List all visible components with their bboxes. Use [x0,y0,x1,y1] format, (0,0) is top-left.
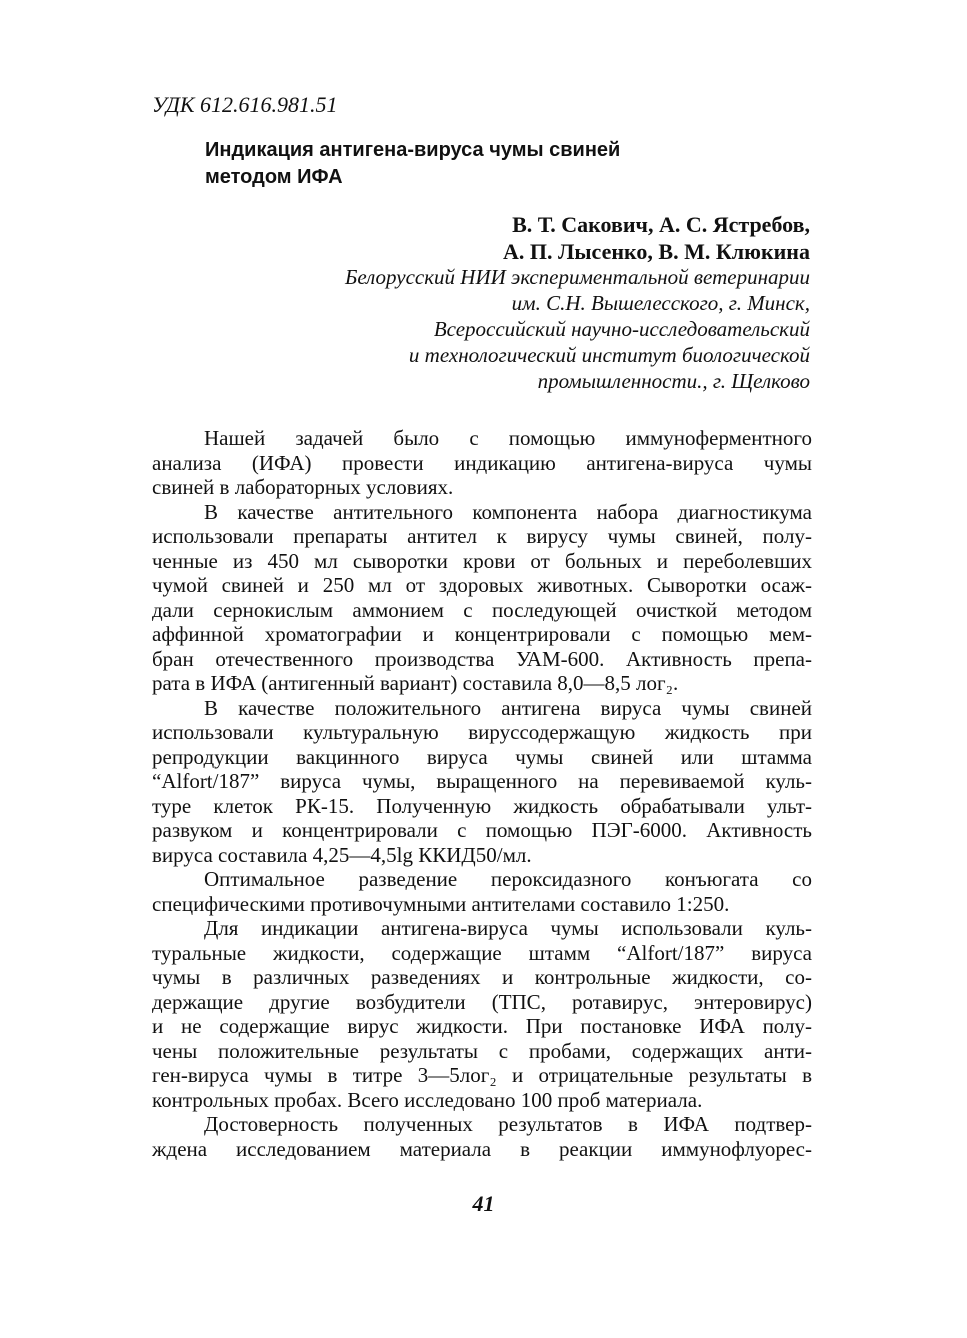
affiliation-line: Всероссийский научно-исследовательский [433,317,810,341]
body-line: контрольных пробах. Всего исследовано 100 проб материала. [152,1087,703,1112]
body-line: Оптимальное разведение пероксидазного конъюгата со [204,867,812,891]
body-line: анализа (ИФА) провести индикацию антигена-вируса чумы [152,450,812,475]
body-line: чумой свиней и 250 мл от здоровых животных. Сыворотки осаж- [152,573,812,597]
body-line: “Alfort/187” вируса чумы, выращенного на перевиваемой куль- [152,769,812,793]
body-line: В качестве положительного антигена вируса чумы свиней [204,695,812,720]
body-line: Для индикации антигена-вируса чумы использовали куль- [204,916,812,940]
affiliation-line: промышленности., г. Щелково [537,369,810,393]
affiliation-line: и технологический институт биологической [408,343,810,367]
body-line: использовали препараты антител к вирусу чумы свиней, полу- [152,524,812,548]
body-paragraph [152,500,812,696]
body-line: чумы в различных разведениях и контрольные жидкости, со- [152,965,812,989]
body-line: чены положительные результаты с пробами, содержащих анти- [152,1038,812,1063]
body-line: репродукции вакцинного вируса чумы свиней или штамма [152,744,812,769]
body-line: ген-вируса чумы в титре 3—5лог₂ и отрицательные результаты в [152,1063,812,1087]
affiliation-line: Белорусский НИИ экспериментальной ветеринарии [344,265,810,289]
author-list [200,211,810,265]
body-paragraph [152,867,812,916]
affiliation-line: им. С.Н. Вышелесского, г. Минск, [511,291,810,315]
author-line: В. Т. Сакович, А. С. Ястребов, [512,212,810,237]
body-line: держащие другие возбудители (ТПС, ротавирус, энтеровирус) [152,989,812,1014]
body-line: туре клеток РК-15. Полученную жидкость обрабатывали ульт- [152,793,812,818]
body-line: рата в ИФА (антигенный вариант) составила 8,0—8,5 лог₂. [152,671,679,695]
body-line: использовали культуральную вируссодержащую жидкость при [152,720,812,744]
article-title [205,137,765,191]
body-line: аффинной хроматографии и концентрировали с помощью мем- [152,622,812,646]
udc-code: УДК 612.616.981.51 [152,92,338,117]
body-line: ченные из 450 мл сыворотки крови от больных и переболевших [152,548,812,573]
body-paragraph [152,1112,812,1161]
article-title-line: методом ИФА [205,166,343,188]
body-line: Достоверность полученных результатов в ИФА подтвер- [204,1112,812,1136]
body-line: вируса составила 4,25—4,5lg ККИД50/мл. [152,842,532,867]
body-line: В качестве антительного компонента набора диагностикума [204,499,812,524]
article-body [152,426,812,1161]
body-line: и не содержащие вирус жидкости. При постановке ИФА полу- [152,1014,812,1038]
author-line: А. П. Лысенко, В. М. Клюкина [502,239,810,264]
body-line: Нашей задачей было с помощью иммуноферментного [204,426,812,450]
affiliation-block [200,264,810,394]
body-line: бран отечественного производства УАМ-600. Активность препа- [152,646,812,671]
page-number: 41 [472,1191,495,1216]
body-line: свиней в лабораторных условиях. [152,475,454,499]
article-title-line: Индикация антигена-вируса чумы свиней [205,139,621,161]
body-paragraph [152,916,812,1112]
body-paragraph [152,696,812,868]
body-line: ждена исследованием материала в реакции иммунофлуорес- [152,1136,812,1161]
body-line: развуком и концентрировали с помощью ПЭГ-6000. Активность [152,818,812,842]
body-line: туральные жидкости, содержащие штамм “Alfort/187” вируса [152,940,812,965]
body-line: специфическими противочумными антителами составило 1:250. [152,891,730,916]
body-paragraph [152,426,812,500]
body-line: дали сернокислым аммонием с последующей очисткой методом [152,597,812,622]
